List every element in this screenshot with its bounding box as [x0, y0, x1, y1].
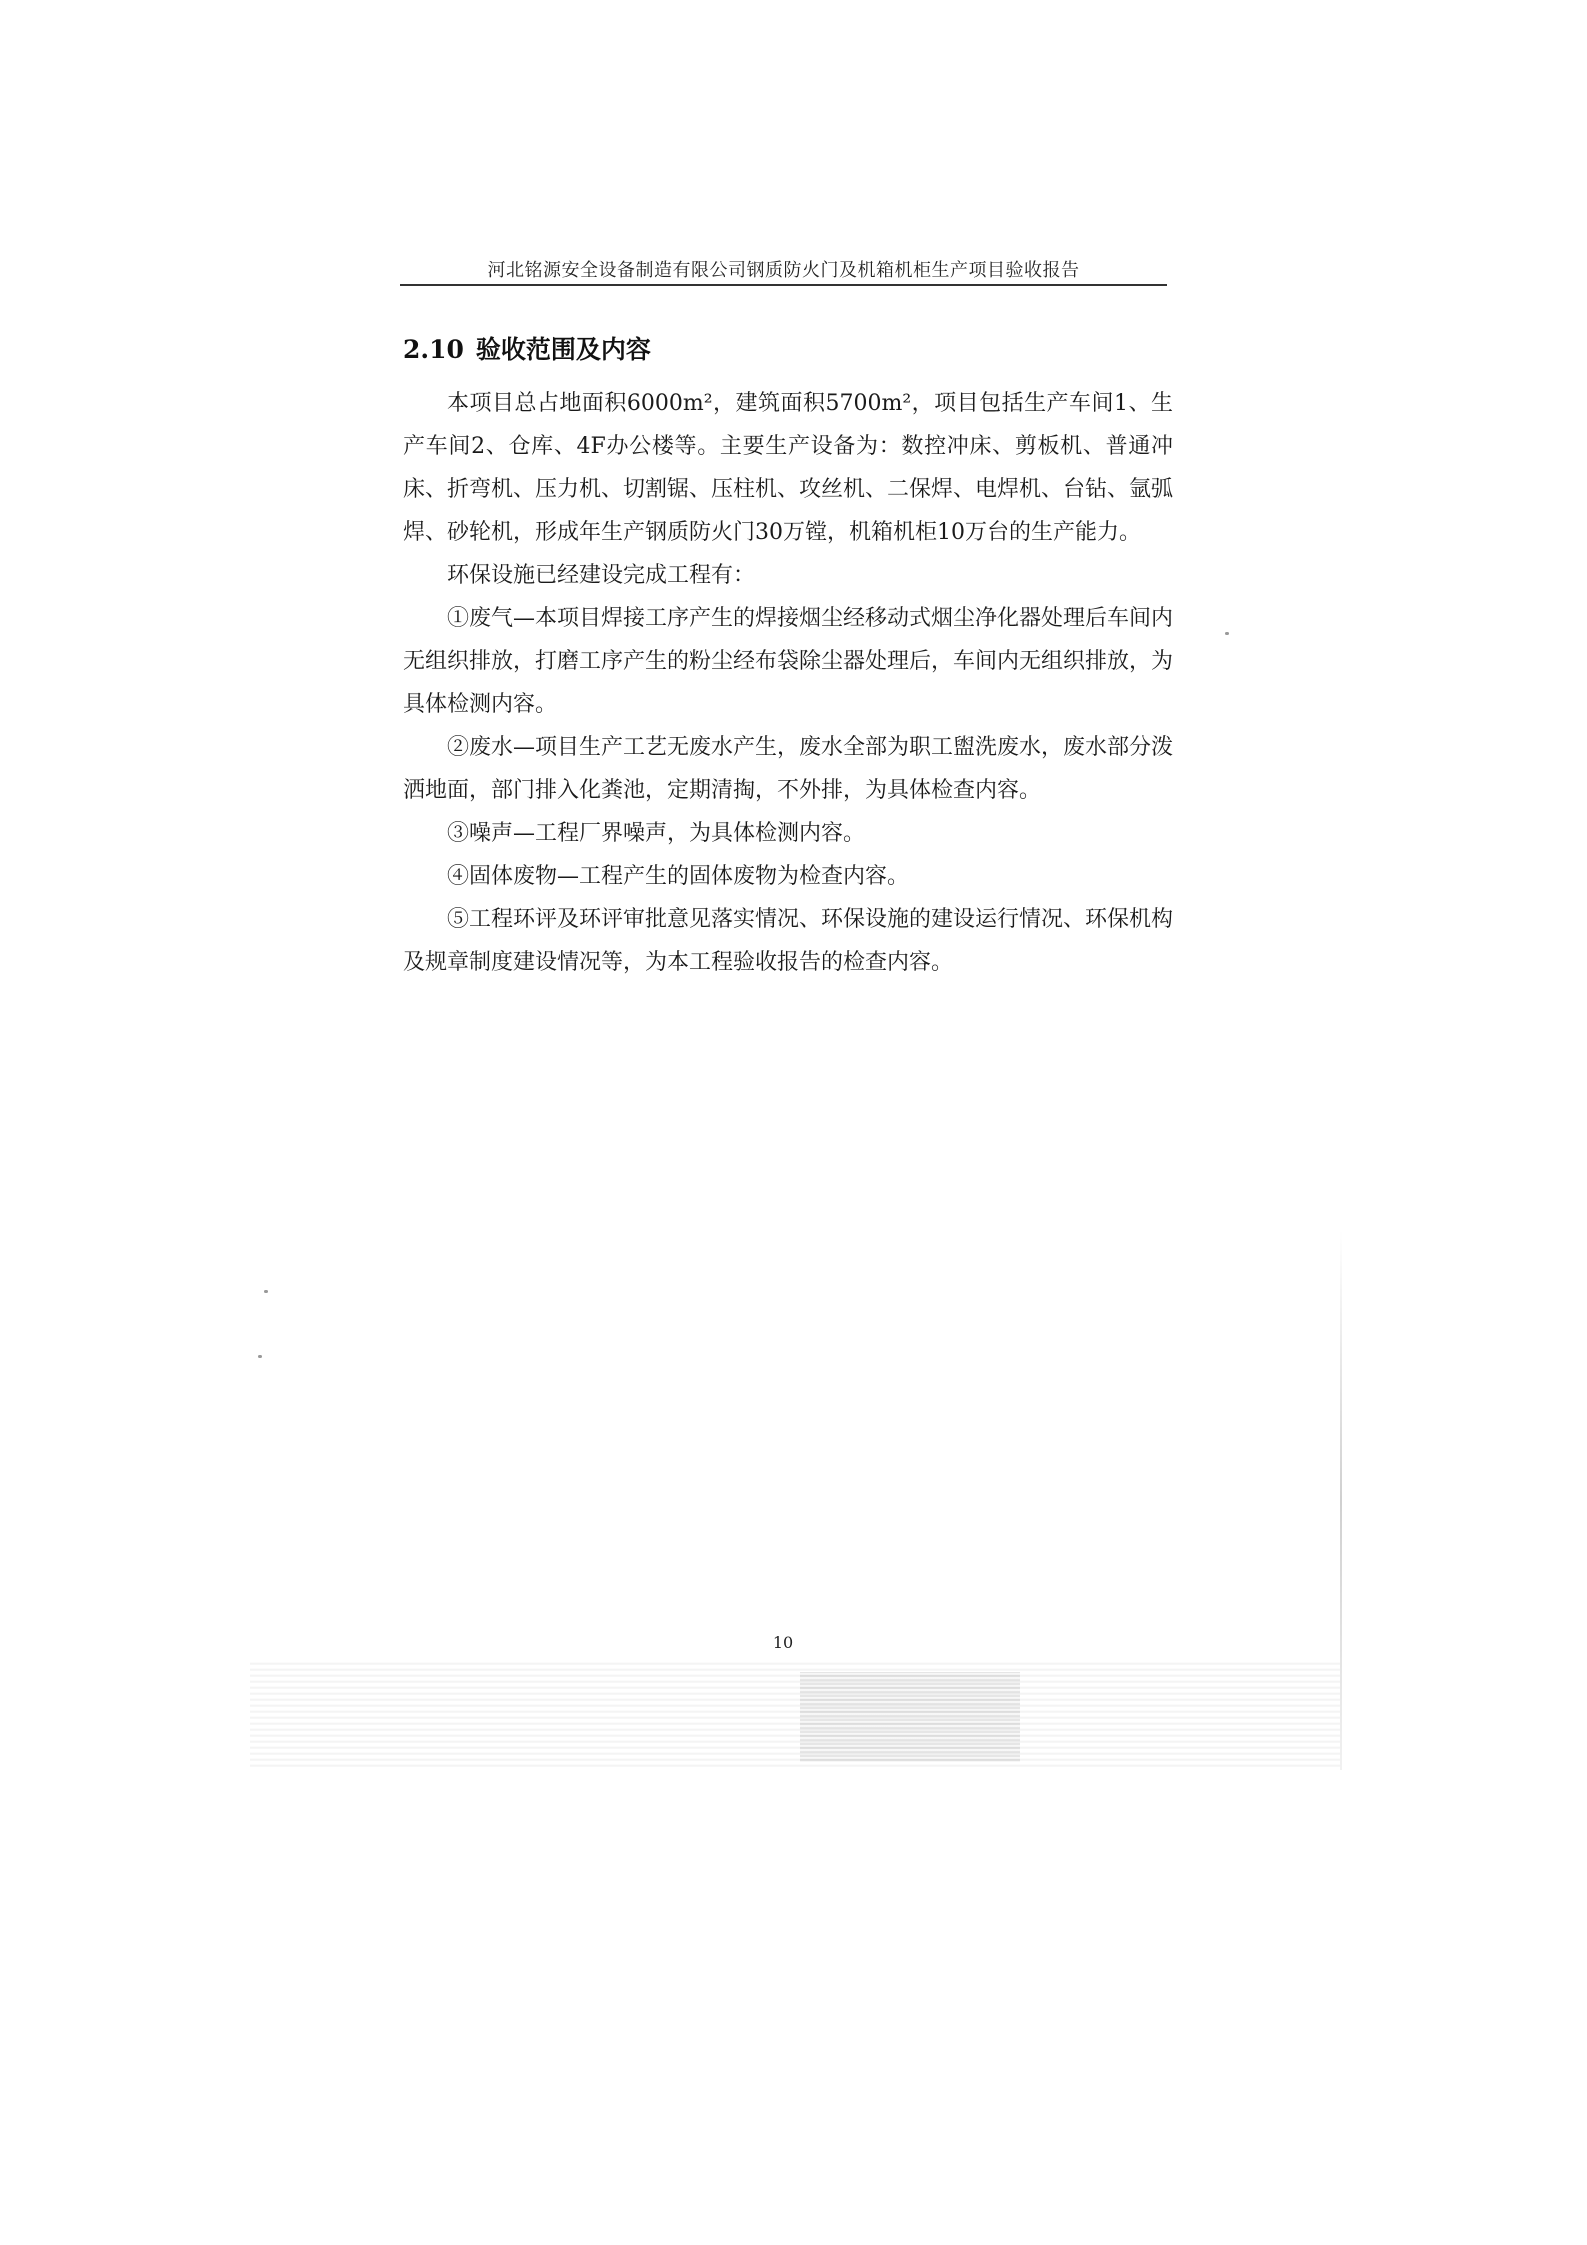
- scan-edge-shadow: [1340, 1230, 1342, 1770]
- scan-speck: [1225, 632, 1229, 635]
- running-header: 河北铭源安全设备制造有限公司钢质防火门及机箱机柜生产项目验收报告: [400, 258, 1167, 286]
- scan-noise-dense: [800, 1672, 1020, 1762]
- section-body: [403, 382, 1173, 984]
- paragraph-env-facilities-intro: 环保设施已经建设完成工程有：: [447, 563, 756, 588]
- paragraph-waste-gas: ①废气—本项目焊接工序产生的焊接烟尘经移动式烟尘净化器处理后车间内无组织排放，打磨工序产生的粉尘经布袋除尘器处理后，车间内无组织排放，为具体检测内容。: [403, 606, 1174, 717]
- paragraph-waste-water: ②废水—项目生产工艺无废水产生，废水全部为职工盥洗废水，废水部分泼洒地面，部门排入化粪池，定期清掏，不外排，为具体检查内容。: [403, 735, 1174, 803]
- scan-speck: [264, 1290, 268, 1293]
- scan-speck: [258, 1355, 262, 1358]
- paragraph-project-overview: 本项目总占地面积6000m²，建筑面积5700m²，项目包括生产车间1、生产车间2、仓库、4F办公楼等。主要生产设备为：数控冲床、剪板机、普通冲床、折弯机、压力机、切割锯、压柱机、攻丝机、二保焊、电焊机、台钻、氩弧焊、砂轮机，形成年生产钢质防火门30万镗，机箱机柜10万台的生产能力。: [403, 391, 1174, 545]
- paragraph-noise: ③噪声—工程厂界噪声，为具体检测内容。: [447, 821, 866, 846]
- paragraph-solid-waste: ④固体废物—工程产生的固体废物为检查内容。: [447, 864, 910, 889]
- scan-noise-band: [250, 1660, 1340, 1770]
- paragraph-eia-compliance: ⑤工程环评及环评审批意见落实情况、环保设施的建设运行情况、环保机构及规章制度建设情况等，为本工程验收报告的检查内容。: [403, 907, 1174, 975]
- section-number: 2.10: [403, 335, 464, 364]
- page-number: 10: [772, 1633, 794, 1652]
- section-heading: [403, 330, 1173, 370]
- section-title-text: 验收范围及内容: [475, 335, 651, 364]
